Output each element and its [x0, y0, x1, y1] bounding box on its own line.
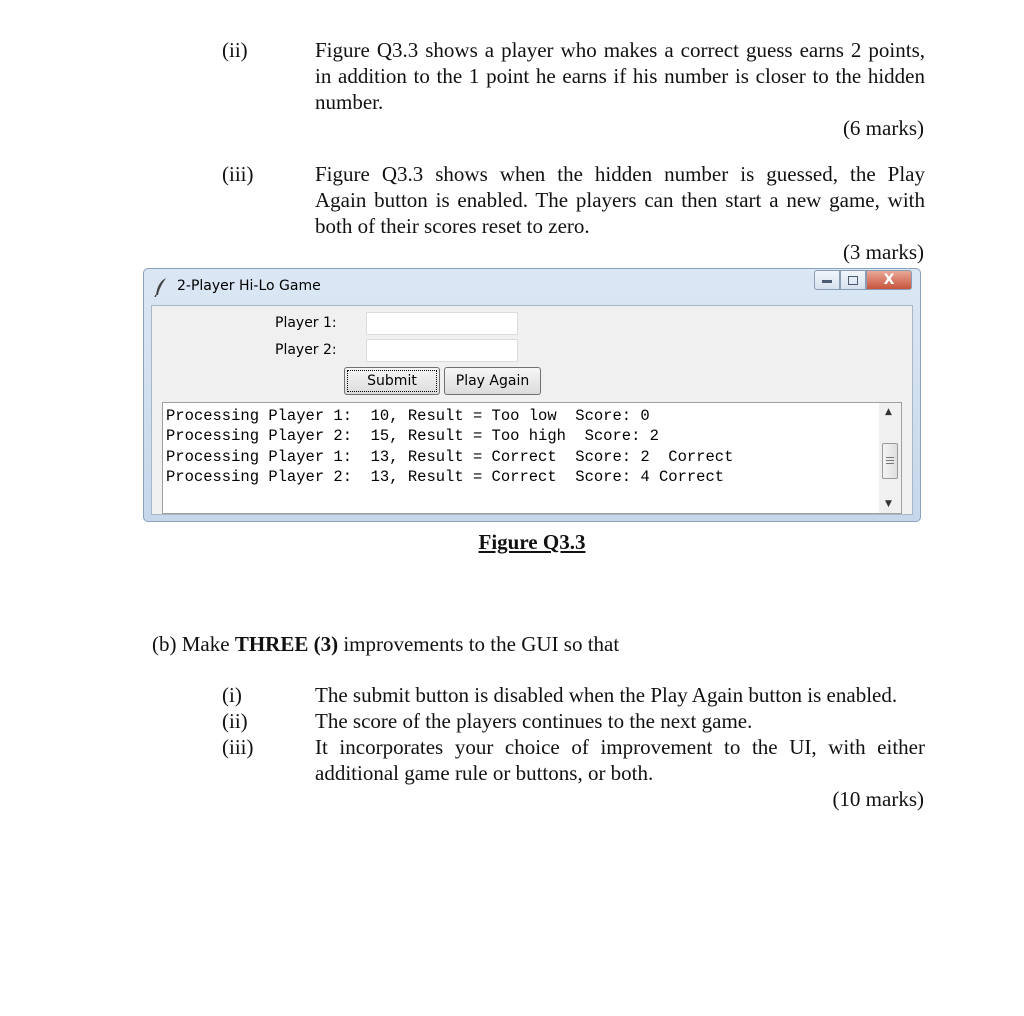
play-again-button[interactable]: Play Again [444, 367, 541, 395]
log-line: Processing Player 1: 10, Result = Too low Score: 0 [166, 407, 650, 425]
item-text-b-iii [315, 734, 925, 786]
scroll-thumb[interactable] [882, 443, 898, 479]
item-text-b-ii: The score of the players continues to the next game. [315, 709, 753, 733]
close-button[interactable] [866, 270, 912, 290]
text-line: in addition to the 1 point he earns if his number is closer to the hidden [315, 64, 925, 88]
item-text-ii [315, 37, 925, 115]
intro-prefix: (b) Make [152, 632, 235, 656]
minimize-button[interactable] [814, 270, 840, 290]
marks-b: (10 marks) [832, 787, 924, 811]
item-label-iii: (iii) [222, 162, 254, 186]
item-text-iii [315, 161, 925, 239]
text-line: It incorporates your choice of improvement to the UI, with either [315, 735, 925, 759]
item-label-b-ii: (ii) [222, 709, 248, 733]
text-line: Again button is enabled. The players can then start a new game, with [315, 188, 925, 212]
window-client-area [151, 305, 913, 515]
submit-button[interactable]: Submit [344, 367, 440, 395]
marks-iii: (3 marks) [842, 240, 924, 264]
scroll-up-icon[interactable]: ▲ [885, 407, 892, 417]
player2-label: Player 2: [275, 342, 337, 358]
item-label-b-i: (i) [222, 683, 242, 707]
scroll-down-icon[interactable]: ▼ [885, 499, 892, 509]
marks-ii: (6 marks) [842, 116, 924, 140]
window-title: 2-Player Hi-Lo Game [177, 278, 321, 294]
log-line: Processing Player 1: 13, Result = Correct Score: 2 Correct [166, 448, 734, 466]
item-text-b-i: The submit button is disabled when the Play Again button is enabled. [315, 683, 898, 707]
title-bar[interactable] [144, 269, 920, 305]
text-line: Figure Q3.3 shows when the hidden number is guessed, the Play [315, 162, 925, 186]
player1-input[interactable] [366, 312, 518, 335]
player1-label: Player 1: [275, 315, 337, 331]
log-line: Processing Player 2: 13, Result = Correct Score: 4 Correct [166, 468, 725, 486]
minimize-icon [822, 277, 832, 283]
item-label-ii: (ii) [222, 38, 248, 62]
window-controls [814, 270, 912, 292]
log-line: Processing Player 2: 15, Result = Too high Score: 2 [166, 427, 659, 445]
intro-suffix: improvements to the GUI so that [338, 632, 620, 656]
maximize-button[interactable] [840, 270, 866, 290]
text-line: number. [315, 90, 384, 114]
intro-bold: THREE (3) [234, 632, 339, 656]
text-line: both of their scores reset to zero. [315, 214, 590, 238]
vertical-scrollbar[interactable] [879, 403, 901, 513]
figure-caption: Figure Q3.3 [478, 530, 586, 554]
output-log[interactable] [162, 402, 902, 514]
item-label-b-iii: (iii) [222, 735, 254, 759]
close-icon: X [883, 272, 895, 288]
text-line: Figure Q3.3 shows a player who makes a correct guess earns 2 points, [315, 38, 925, 62]
feather-icon [154, 277, 168, 297]
text-line: additional game rule or buttons, or both. [315, 761, 654, 785]
game-window [143, 268, 921, 522]
part-b-intro [152, 631, 619, 657]
player2-input[interactable] [366, 339, 518, 362]
grip-icon [886, 456, 894, 466]
maximize-icon [848, 276, 858, 285]
